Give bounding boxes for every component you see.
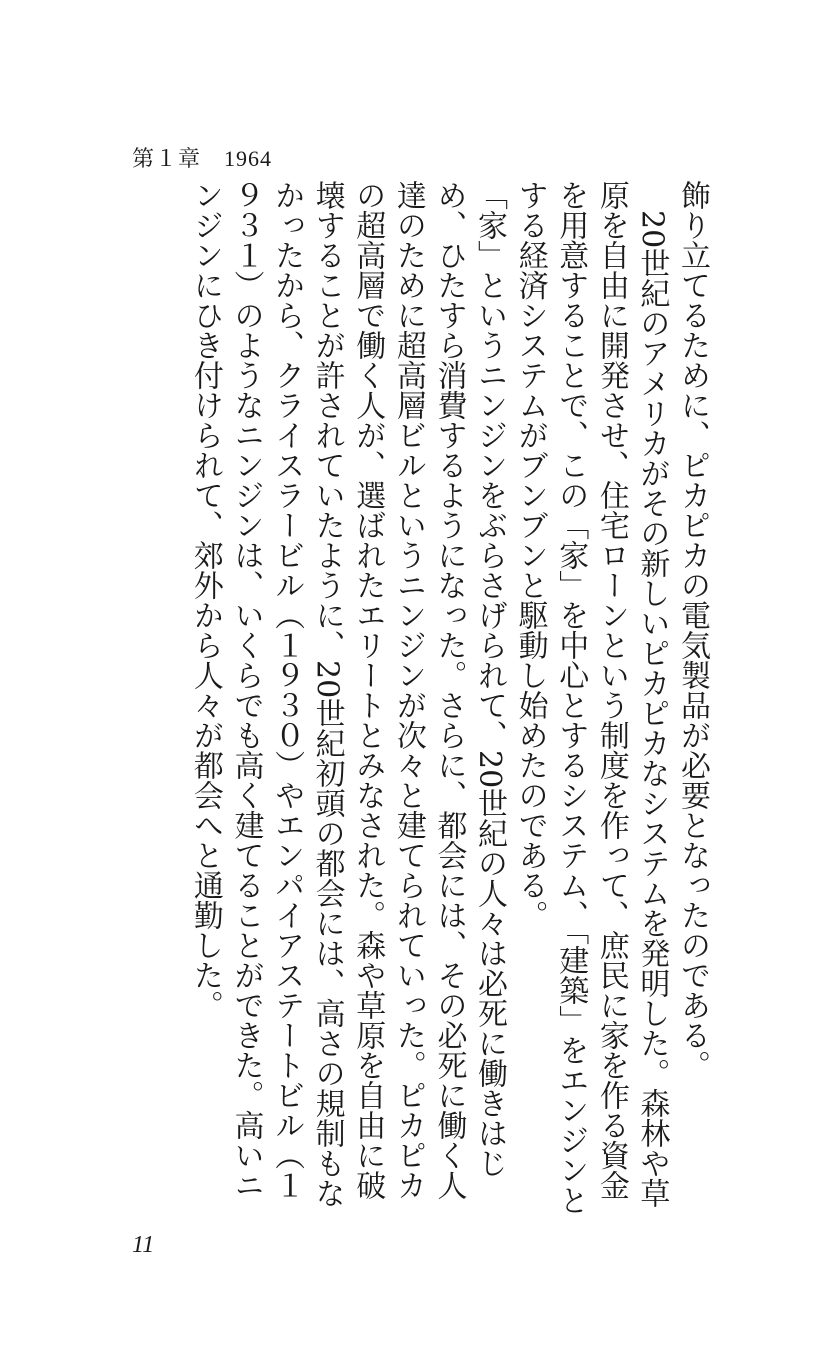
chapter-header: 第１章 1964 [132, 146, 273, 171]
page-number: 11 [132, 1232, 155, 1258]
body-text [187, 180, 712, 1220]
paragraph-3: 「家」というニンジンをぶらさげられて、20世紀の人々は必死に働きはじめ、ひたすら消費するようになった。さらに、都会には、その必死に働く人達のために超高層ビルというニンジンが次々と建てられていった。ピカピカの超高層で働く人が、選ばれたエリートとみなされた。森や草原を自由に破壊することが許されていたように、20世紀初頭の都会には、高さの規制もなかったから、クライスラービル（１９３０）やエンパイアステートビル（１９３１）のようなニンジンは、いくらでも高く建てることができた。高いニンジンにひき付けられて、郊外から人々が都会へと通勤した。 [187, 180, 508, 1209]
paragraph-1: 飾り立てるために、ピカピカの電気製品が必要となったのである。 [675, 180, 710, 1080]
paragraph-2: 20世紀のアメリカがその新しいピカピカなシステムを発明した。森林や草原を自由に開発させ、住宅ローンという制度を作って、庶民に家を作る資金を用意することで、この「家」を中心とするシステム、「建築」をエンジンとする経済システムがブンブンと駆動し始めたのである。 [512, 180, 670, 1215]
